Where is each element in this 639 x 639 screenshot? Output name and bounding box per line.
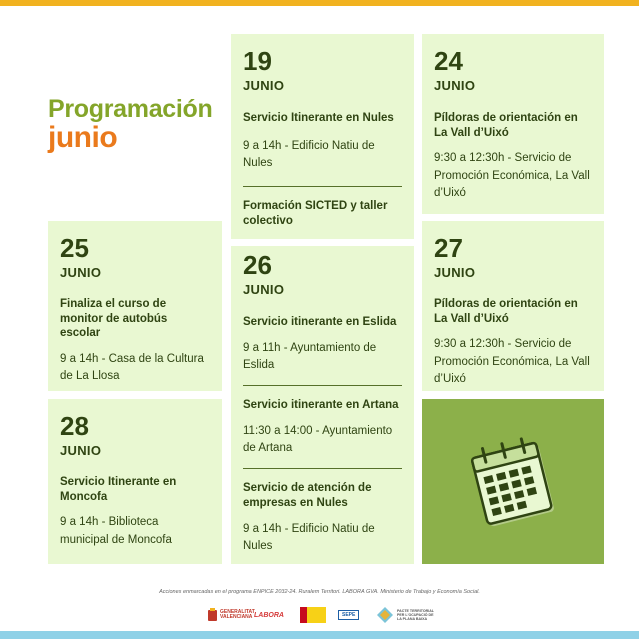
card-day: 19 xyxy=(243,46,272,76)
event-detail: 9:30 a 12:30h - Servicio de Promoción Económica, La Vall d’Uixó xyxy=(434,152,590,199)
event-detail: 11:30 a 14:00 - Ayuntamiento de Artana xyxy=(243,424,393,455)
event-title: Finaliza el curso de monitor de autobús escolar xyxy=(60,298,168,340)
card-june-28 xyxy=(48,399,222,564)
card-month: JUNIO xyxy=(243,282,285,297)
event-detail: 9 a 14h - Biblioteca municipal de Moncofa xyxy=(60,516,172,546)
event-title: Servicio de atención de empresas en Nules xyxy=(243,482,372,510)
card-day: 26 xyxy=(243,250,272,280)
page-title xyxy=(48,96,213,154)
card-month: JUNIO xyxy=(243,78,285,93)
generalitat-crest-icon xyxy=(208,608,217,622)
card-month: JUNIO xyxy=(60,265,102,280)
calendar-icon xyxy=(422,399,604,564)
card-june-26 xyxy=(231,246,414,564)
card-june-27 xyxy=(422,221,604,391)
title-line-2: junio xyxy=(48,121,118,155)
top-accent-bar xyxy=(0,0,639,6)
card-june-25 xyxy=(48,221,222,391)
event-title: Formación SICTED y taller colectivo xyxy=(243,200,388,227)
divider xyxy=(243,186,402,187)
footer-note: Acciones enmarcadas en el programa ENPICE 2032-24. Ruralem Territori. LABORA GVA. Ministerio de Trabajo y Economía Social. xyxy=(159,589,480,595)
card-day: 25 xyxy=(60,233,89,263)
sepe-logo: SEPE xyxy=(338,604,359,626)
pacte-logo-icon xyxy=(377,607,393,623)
event-detail: 9 a 14h - Casa de la Cultura de La Llosa xyxy=(60,353,204,383)
card-day: 28 xyxy=(60,411,89,441)
spain-government-icon xyxy=(300,607,326,623)
card-day: 27 xyxy=(434,233,463,263)
card-month: JUNIO xyxy=(60,443,102,458)
generalitat-logo: GENERALITAT VALENCIANA xyxy=(208,604,248,626)
title-line-1: Programación xyxy=(48,95,213,123)
card-june-24 xyxy=(422,34,604,214)
card-june-19 xyxy=(231,34,414,239)
event-title: Píldoras de orientación en La Vall d’Uixó xyxy=(434,112,578,139)
card-month: JUNIO xyxy=(434,78,476,93)
card-day: 24 xyxy=(434,46,463,76)
event-detail: 9:30 a 12:30h - Servicio de Promoción Económica, La Vall d’Uixó xyxy=(434,338,590,385)
labora-logo: LABORA xyxy=(254,611,284,619)
event-title: Servicio Itinerante en Nules xyxy=(243,112,394,124)
pacte-territorial-logo: PACTE TERRITORIAL PER L'OCUPACIÓ DE LA PLANA BAIXA xyxy=(377,604,437,626)
divider xyxy=(243,385,402,386)
bottom-accent-bar xyxy=(0,631,639,639)
divider xyxy=(243,468,402,469)
ministry-logo xyxy=(300,604,326,626)
event-title: Píldoras de orientación en La Vall d’Uixó xyxy=(434,298,578,325)
card-month: JUNIO xyxy=(434,265,476,280)
event-title: Servicio Itinerante en Moncofa xyxy=(60,476,177,503)
event-detail: 9 a 14h - Edificio Natiu de Nules xyxy=(243,522,375,553)
calendar-illustration-card xyxy=(422,399,604,564)
event-title: Servicio itinerante en Artana xyxy=(243,399,399,412)
partner-logos xyxy=(0,604,639,626)
event-title: Servicio itinerante en Eslida xyxy=(243,316,397,328)
event-detail: 9 a 14h - Edificio Natiu de Nules xyxy=(243,139,375,169)
event-detail: 9 a 11h - Ayuntamiento de Eslida xyxy=(243,341,377,371)
